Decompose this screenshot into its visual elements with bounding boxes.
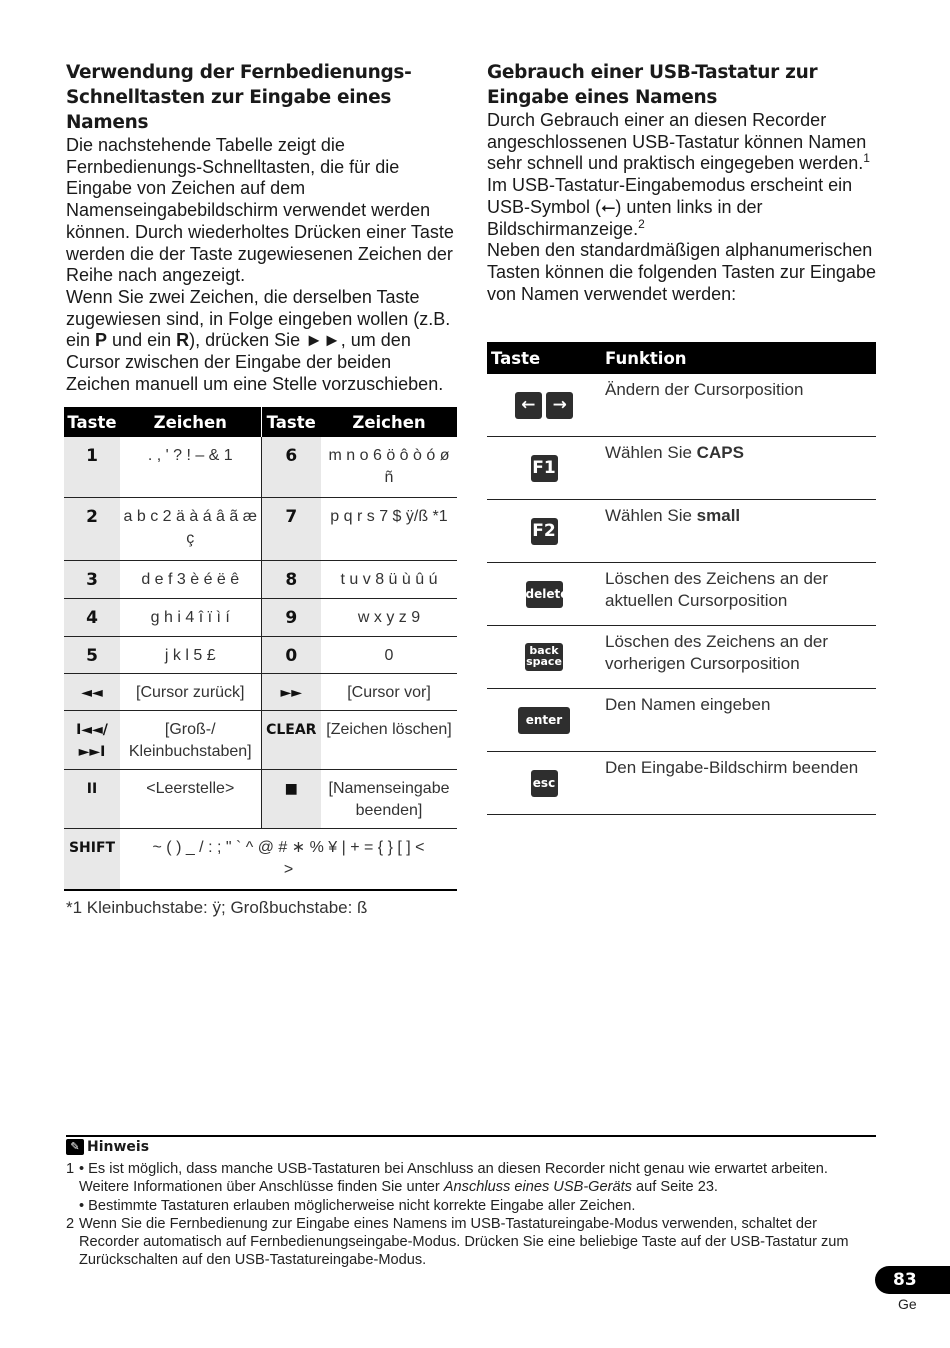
key-icon-cell bbox=[487, 752, 601, 815]
function-text: Wählen Sie CAPS bbox=[601, 437, 876, 500]
chars-cell: w x y z 9 bbox=[321, 598, 457, 636]
chars-cell: d e f 3 è é ë ê bbox=[120, 560, 261, 598]
key-cell: 3 bbox=[64, 560, 120, 598]
character-key-table bbox=[64, 407, 457, 891]
note-number: 1 bbox=[66, 1161, 75, 1177]
left-paragraph-1: Die nachstehende Tabelle zeigt die Fernbedienungs-Schnelltasten, die für die Eingabe von Zeichen auf dem Namenseingabebildschirm verwendet werden können. Durch wiederholtes Drücken einer Taste werden die der Taste zugewiesenen Zeichen der Reihe nach angezeigt. bbox=[66, 135, 454, 286]
note-number: 2 bbox=[66, 1215, 75, 1232]
right-heading: Gebrauch einer USB-Tastatur zur Eingabe eines Namens bbox=[487, 62, 818, 108]
table-row bbox=[64, 710, 457, 769]
chars-cell: . , ' ? ! – & 1 bbox=[120, 437, 261, 497]
chars-cell: t u v 8 ü ù û ú bbox=[321, 560, 457, 598]
key-cell: ►► bbox=[261, 673, 321, 710]
table-row bbox=[64, 828, 457, 890]
page-language: Ge bbox=[898, 1296, 917, 1312]
backspace-key-icon: back space bbox=[525, 643, 563, 671]
key-cell: 2 bbox=[64, 497, 120, 560]
key-cell: SHIFT bbox=[64, 828, 120, 890]
chars-cell: [Cursor vor] bbox=[321, 673, 457, 710]
chars-cell: [Zeichen löschen] bbox=[321, 710, 457, 769]
footnote: *1 Kleinbuchstabe: ÿ; Großbuchstabe: ß bbox=[66, 898, 368, 917]
notes-divider bbox=[66, 1135, 876, 1137]
function-text: Ändern der Cursorposition bbox=[601, 374, 876, 437]
chars-cell: ~ ( ) _ / : ; " ` ^ @ # ∗ % ¥ | + = { } [ ] < > bbox=[120, 828, 457, 890]
function-text: Löschen des Zeichens an der aktuellen Cursorposition bbox=[601, 563, 876, 626]
chars-cell: [Groß-/ Kleinbuchstaben] bbox=[120, 710, 261, 769]
key-cell: 9 bbox=[261, 598, 321, 636]
key-icon-cell bbox=[487, 689, 601, 752]
table-header-row bbox=[487, 342, 876, 374]
f2-key-icon: F2 bbox=[531, 518, 558, 545]
table-header: Zeichen bbox=[120, 407, 261, 437]
key-cell: 0 bbox=[261, 636, 321, 673]
delete-key-icon: delete bbox=[526, 581, 563, 608]
notes-list bbox=[66, 1160, 878, 1270]
enter-key-icon: enter bbox=[518, 707, 570, 734]
note-text: • Es ist möglich, dass manche USB-Tastaturen bei Anschluss an diesen Recorder nicht genau wie erwartet arbeiten. Weitere Informationen über Anschlüsse finden Sie unter Anschluss eines USB-Geräts auf Seite 23. • Bestimmte Tastaturen erlauben möglicherweise nicht korrekte Eingabe aller Zeichen. bbox=[79, 1161, 828, 1214]
function-text: Löschen des Zeichens an der vorherigen Cursorposition bbox=[601, 626, 876, 689]
function-key-table bbox=[487, 342, 876, 815]
key-cell: CLEAR bbox=[261, 710, 321, 769]
key-cell: 1 bbox=[64, 437, 120, 497]
esc-key-icon: esc bbox=[531, 770, 558, 797]
arrow-right-icon: → bbox=[546, 392, 573, 419]
table-row bbox=[64, 497, 457, 560]
chars-cell: [Namenseingabe beenden] bbox=[321, 769, 457, 828]
chars-cell: p q r s 7 $ ÿ/ß *1 bbox=[321, 497, 457, 560]
f1-key-icon: F1 bbox=[531, 455, 558, 482]
right-paragraph-2: Neben den standardmäßigen alphanumerischen Tasten können die folgenden Tasten zur Eingabe von Namen verwendet werden: bbox=[487, 240, 876, 304]
table-row bbox=[64, 636, 457, 673]
key-cell: I◄◄/ ►►I bbox=[64, 710, 120, 769]
key-icon-cell bbox=[487, 500, 601, 563]
table-header: Taste bbox=[64, 407, 120, 437]
function-text: Wählen Sie small bbox=[601, 500, 876, 563]
left-heading: Verwendung der Fernbedienungs-Schnelltasten zur Eingabe eines Namens bbox=[66, 62, 412, 133]
pencil-icon: ✎ bbox=[66, 1139, 84, 1155]
function-text: Den Eingabe-Bildschirm beenden bbox=[601, 752, 876, 815]
chars-cell: a b c 2 ä à á â ã æ ç bbox=[120, 497, 261, 560]
chars-cell: [Cursor zurück] bbox=[120, 673, 261, 710]
table-row bbox=[487, 374, 876, 437]
right-column bbox=[487, 60, 877, 305]
left-column bbox=[66, 60, 458, 395]
key-cell: 5 bbox=[64, 636, 120, 673]
key-cell: ◄◄ bbox=[64, 673, 120, 710]
right-paragraph-1: Durch Gebrauch einer an diesen Recorder angeschlossenen USB-Tastatur können Namen sehr schnell und praktisch eingegeben werden.$^1$ Im USB-Tastatur-Eingabemodus erscheint ein USB-Symbol (⭠) unten links in der Bildschirmanzeige.$^2$ bbox=[487, 110, 870, 239]
table-row bbox=[487, 563, 876, 626]
arrow-left-icon: ← bbox=[515, 392, 542, 419]
note-text: Wenn Sie die Fernbedienung zur Eingabe eines Namens im USB-Tastatureingabe-Modus verwenden, schaltet der Recorder automatisch auf Fernbedienungseingabe-Modus. Drücken Sie eine beliebige Taste auf der USB-Tastatur zum Zurückschalten auf den USB-Tastatureingabe-Modus. bbox=[79, 1215, 849, 1269]
table-header: Taste bbox=[261, 407, 321, 437]
note-item bbox=[66, 1160, 878, 1215]
table-header: Funktion bbox=[601, 342, 876, 374]
key-cell: II bbox=[64, 769, 120, 828]
table-row bbox=[487, 752, 876, 815]
table-row bbox=[64, 673, 457, 710]
key-icon-cell bbox=[487, 374, 601, 437]
table-row bbox=[64, 769, 457, 828]
table-row bbox=[64, 437, 457, 497]
table-header: Zeichen bbox=[321, 407, 457, 437]
notes-title-label: Hinweis bbox=[87, 1139, 150, 1155]
key-cell: 7 bbox=[261, 497, 321, 560]
table-header-row bbox=[64, 407, 457, 437]
table-row bbox=[487, 500, 876, 563]
key-cell: 8 bbox=[261, 560, 321, 598]
key-cell: 6 bbox=[261, 437, 321, 497]
chars-cell: g h i 4 î ï ì í bbox=[120, 598, 261, 636]
table-row bbox=[487, 626, 876, 689]
key-cell: ■ bbox=[261, 769, 321, 828]
key-icon-cell bbox=[487, 437, 601, 500]
note-item bbox=[66, 1215, 878, 1270]
table-row bbox=[64, 598, 457, 636]
table-header: Taste bbox=[487, 342, 601, 374]
left-paragraph-2: Wenn Sie zwei Zeichen, die derselben Taste zugewiesen sind, in Folge eingeben wollen (z.B. ein P und ein R), drücken Sie ►►, um den Cursor zwischen der Eingabe der beiden Zeichen manuell um eine Stelle vorzuschieben. bbox=[66, 286, 451, 394]
key-icon-cell bbox=[487, 626, 601, 689]
table-row bbox=[487, 437, 876, 500]
table-row bbox=[487, 689, 876, 752]
chars-cell: m n o 6 ö ô ò ó ø ñ bbox=[321, 437, 457, 497]
notes-title bbox=[66, 1139, 149, 1155]
table-row bbox=[64, 560, 457, 598]
chars-cell: j k l 5 £ bbox=[120, 636, 261, 673]
page-number: 83 bbox=[875, 1266, 950, 1294]
key-icon-cell bbox=[487, 563, 601, 626]
chars-cell: 0 bbox=[321, 636, 457, 673]
chars-cell: <Leerstelle> bbox=[120, 769, 261, 828]
key-cell: 4 bbox=[64, 598, 120, 636]
function-text: Den Namen eingeben bbox=[601, 689, 876, 752]
